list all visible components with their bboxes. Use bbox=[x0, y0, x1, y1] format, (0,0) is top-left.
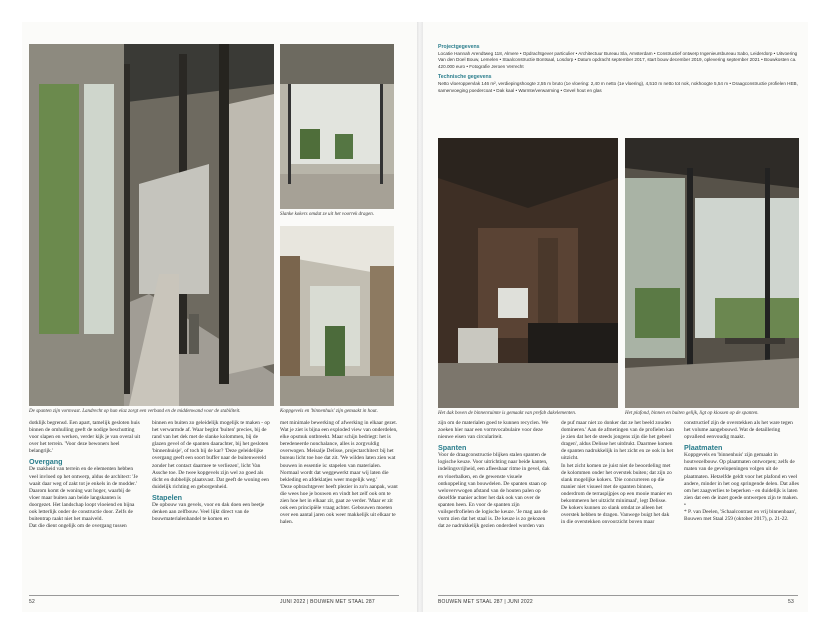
body-paragraph: * P. van Deelen, 'Schaalcontrast en vrij binnenbaan', Bouwen met Staal 259 (oktober 2017), p. 21-22. bbox=[684, 509, 797, 523]
body-paragraph: De raakheid van terrein en de elementen hebben veel invloed op het ontwerp, aldus de architect: 'Je waait daar weg of zakt tot je enkels in de modder.' Daarom komt de woning wat hoger, waarbij de vloer maar buiten aan beide langskanten is doorgezet. Het landschap loopt vloeiend en bijna ook letterlijk onder de constructie door. Zelfs de buitentrap raakt niet het maaiveld. bbox=[29, 466, 138, 523]
kitchen-interior-photo bbox=[438, 138, 618, 408]
project-data-block bbox=[438, 44, 798, 94]
body-paragraph: dotklijk begrensd. Een apart, tamelijk gesloten huis binnen de omhulling geeft de nodige beschutting voor slapen en werken, verder kijk je van overal uit over het terrein. 'Voor deze bewoners heel belangrijk.' bbox=[29, 420, 141, 455]
body-paragraph: De opbouw van gevels, voor en dak doen een beetje denken aan zelfbouw. Veel lijkt direct van de bouwmaterialenhandel te komen en bbox=[152, 501, 265, 523]
body-paragraph: In het zicht komen ze juist niet de beoordeling met de kolommen onder het overstek buiten; dat zijn zo slank mogelijke kokers. 'Die concurreren op die manier niet visueel met de spanten binnen, onderdrom de terraspijpjes op een mooie manier en bekommeren het uitzicht minimaal', legt Delisse. De kokers kunnen zo slank omdat ze alleen het overstek hebben te dragen. Vanwege buigt het dak in die overstekken onvoorzicht boven maar bbox=[561, 462, 672, 526]
right-column-1 bbox=[438, 420, 551, 530]
top-right-photo-caption: Slanke kokers omdat ze uit het voorrek dragen. bbox=[280, 212, 374, 217]
main-corridor-photo bbox=[29, 44, 274, 406]
left-page bbox=[22, 22, 417, 612]
technische-gegevens-text: Netto vloeroppervlak 146 m², verdiepingshoogte 2,55 m bruto (1e vloering: 2,40 m netto (1e vloering), 4,510 m netto tot nok, nokhoogte 5,54 m • Draagconstructie profielen HEB, samenvoeging poedercoat • Dak kaal • Warmte/verwarming • Gevel hout en glas bbox=[438, 81, 798, 93]
right-column-3 bbox=[684, 420, 799, 523]
bottom-right-photo-caption: Koppgevels en 'binnenhuis' zijn gemaakt in hout. bbox=[280, 409, 378, 414]
right-photo-caption: Het plafond, binnen en buiten gelijk, ligt op klossen op de spanten. bbox=[625, 411, 759, 416]
body-paragraph: Voor de draagconstructie blijken stalen spanten de logische keuze. Voor uitrichting naar beide kanten, indelingsvrijheid, een afleesbaar ritme in gevel, dak en vloerbalken, en de gewenste visuele ontkoppeling van bouwdelen. De spanten staan op welovervwogen afstand van de houten palen op dezelfde manier achter het dak ook van over de spanten heen. En voor de spanten zijn vuilsperfrofielen de logische keuze. 'Je mag aan de vorm zien dat het staal is. De keuze is zo gekozen dat ze nadrukkelijk gezien onderdeel worden van bbox=[438, 452, 550, 530]
body-paragraph: de puf maar niet zo donker dat ze het beeld zouden domineren.' Aan de afmetingen van de profielen kan je zien dat het de steeds jongens zijn die het gebeel dragen', aldus Delisse het uitdrukt. Daarmee komen de spanten nadrukkelijk in het zicht en ze ook in het uitzicht. bbox=[561, 420, 674, 462]
left-photo-caption: Het dak boven de binnenruimte is gemaakt van prefab dakelementen. bbox=[438, 411, 577, 416]
right-running-footer: BOUWEN MET STAAL 287 | JUNI 2022 bbox=[438, 599, 533, 605]
left-running-footer: JUNI 2022 | BOUWEN MET STAAL 287 bbox=[280, 599, 375, 605]
greenhouse-interior-photo bbox=[280, 44, 394, 209]
right-column-2 bbox=[561, 420, 674, 526]
body-paragraph: Koppgevels en 'binnenhuis' zijn gemaakt in houtvezelbouw. Op plaatmaten ontworpen; zelfs de maten van de gevelopeningen volgen uit de plaatmaten. Hetzelfde geldt voor het plafond en veel andere, minder in het oog springende delen. Dat alles om het zaagverlies te beperken - en duidelijk is laten zien dat een de inzet goede ontwerpen zijn te maken. • bbox=[684, 452, 799, 508]
body-paragraph: zijn om de materialen goed te kunnen recyclen. We zoeken hier naar een vormvocabulaire voor deze nieuwe eisen van circulariteit. bbox=[438, 420, 549, 441]
body-paragraph: 'Deze opbrachtgever heeft plezier in zo'n aanpak, want die wees hoe je bouwen en vindt het zelf ook om te zien hoe het in elkaar zit, gaat ze verder. 'Maar er zit ook een principiële vraag achter. Gebouwen moeten over een aantal jaren ook weer makkelijk uit elkaar te halen. bbox=[280, 483, 398, 526]
section-heading: Overgang bbox=[29, 457, 63, 467]
gable-wall-photo bbox=[280, 226, 394, 406]
left-page-number: 52 bbox=[29, 599, 35, 605]
left-column-3 bbox=[280, 420, 398, 526]
body-paragraph: Dat die dient ongelijk om de overgang tussen bbox=[29, 523, 127, 530]
right-page bbox=[423, 22, 808, 612]
section-heading: Plaatmaten bbox=[684, 443, 723, 453]
main-photo-caption: De spanten zijn vormvast. Landrecht op hun elaz zorgt een verband en de middenwand voor de stabiliteit. bbox=[29, 409, 241, 414]
section-heading: Spanten bbox=[438, 443, 467, 453]
left-column-1 bbox=[29, 420, 142, 530]
body-paragraph: met minimale bewerking of afwerking in elkaar gezet. Wat je ziet is bijna een exploded view van onderdelen, elke opsmuk ontbreekt. Maar schijn bedriegt: het is beredeneerde nonchalance, alles is zorgvuldig overwogen. Meisalje Delisse, projectarchitect bij het bureau licht toe hoe dat zit. 'We wilden laten zien wat bouwen in essentie is: stapelen van materialen. Normaal wordt dat weggewerkt maar wij laten die bekleding en afdeklatjes weer mogelijk weg.' bbox=[280, 420, 398, 483]
section-heading: Stapelen bbox=[152, 492, 182, 502]
projectgegevens-heading: Projectgegevens bbox=[438, 44, 480, 50]
left-column-2 bbox=[152, 420, 270, 523]
projectgegevens-text: Locatie Hannah Arendtweg 118, Almere • Opdrachtgever particulier • Architectuur Bureau Sla, Amsterdam • Constructief ontwerp Ingenieursbureau Sabo, Leiderdorp • Uitvoering Van den Doel Bouw, Lemelen • Staalconstructie Bontsaal, Losdorp • Datum opdracht september 2017, start bouw december 2019, oplevering september 2021 • Bouwkosten ca. 420.000 euro • Fotografie Jeroen Verrecht bbox=[438, 51, 798, 69]
technische-gegevens-heading: Technische gegevens bbox=[438, 74, 492, 81]
body-paragraph: constructief zijn de overstekken als het ware tegen het volume aangebouwd. Wat de detaillering opvallend eenvoudig maakt. bbox=[684, 420, 793, 441]
right-page-number: 53 bbox=[788, 599, 794, 605]
left-footer-rule bbox=[29, 595, 399, 596]
body-paragraph: binnen en buiten zo geleidelijk mogelijk te maken - op het verwarmde af. Waar begint 'buiten' precies, bij de rand van het dek met de slanke kolommen, bij de glazen gevel of de spanten daarachter, bij het gesloten 'binnenhuisje', of toch bij de kar? 'Deze geleidelijke overgang geeft een soort buffer naar de buitenwereld zonder het contact daarmee te verliezen', licht Van Assche toe. De twee kopgevels zijn wel zo goed als dicht en dubbelijk plaatsvast. Dat geeft de woning een duidelijk richting en geborgenheid. bbox=[152, 420, 270, 490]
living-area-photo bbox=[625, 138, 799, 408]
right-footer-rule bbox=[438, 595, 798, 596]
